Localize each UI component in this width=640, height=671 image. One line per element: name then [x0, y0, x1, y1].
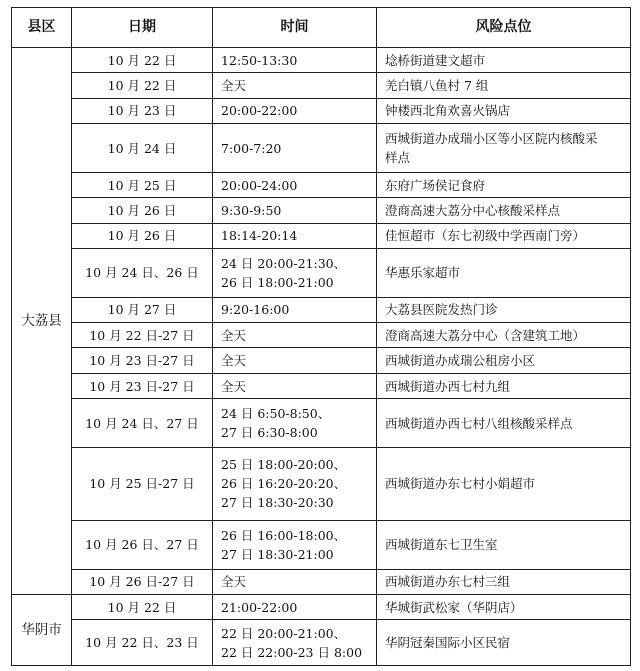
date-cell: 10 月 25 日-27 日	[72, 447, 213, 520]
header-time: 时间	[213, 8, 377, 48]
table-row	[12, 520, 631, 569]
location-cell	[377, 98, 631, 123]
location-cell	[377, 569, 631, 594]
table-row	[12, 348, 631, 373]
time-line: 26 日 16:20-20:20、	[221, 476, 347, 492]
location-line: 西城街道办西七村九组	[385, 378, 511, 394]
location-cell	[377, 620, 631, 666]
table-row	[12, 569, 631, 594]
table-row	[12, 323, 631, 348]
location-cell	[377, 223, 631, 248]
location-cell	[377, 373, 631, 398]
header-location: 风险点位	[377, 8, 631, 48]
table-row	[12, 223, 631, 248]
time-cell	[213, 98, 377, 123]
time-line: 24 日 20:00-21:30、	[221, 255, 347, 271]
county-cell: 华阴市	[12, 595, 72, 666]
table-row	[12, 198, 631, 223]
date-cell: 10 月 22 日、23 日	[72, 620, 213, 666]
location-line: 西城街道办成瑞小区等小区院内核酸采	[385, 131, 598, 146]
time-cell	[213, 373, 377, 398]
time-line: 27 日 6:30-8:00	[221, 425, 318, 441]
table-row	[12, 73, 631, 98]
location-cell	[377, 520, 631, 569]
time-cell	[213, 172, 377, 197]
table-row	[12, 373, 631, 398]
time-line: 18:14-20:14	[221, 228, 298, 244]
location-line: 大荔县医院发热门诊	[385, 302, 498, 318]
date-cell: 10 月 22 日	[72, 48, 213, 73]
location-cell	[377, 124, 631, 173]
table-row	[12, 249, 631, 298]
time-line: 26 日 18:00-21:00	[221, 274, 334, 290]
time-line: 12:50-13:30	[221, 52, 298, 68]
table-row	[12, 447, 631, 520]
location-line: 华惠乐家超市	[385, 265, 461, 281]
location-line: 华城街武松家（华阴店）	[385, 599, 523, 615]
table-row	[12, 124, 631, 173]
date-cell: 10 月 23 日-27 日	[72, 373, 213, 398]
date-cell: 10 月 24 日	[72, 124, 213, 173]
time-cell	[213, 73, 377, 98]
location-line: 西城街道办西七村八组核酸采样点	[385, 415, 573, 431]
location-cell	[377, 595, 631, 620]
time-line: 27 日 18:30-21:00	[221, 546, 334, 562]
time-line: 20:00-22:00	[221, 103, 298, 119]
location-line: 佳恒超市（东七初级中学西南门旁）	[385, 228, 586, 244]
time-line: 全天	[221, 78, 247, 94]
table-row	[12, 297, 631, 322]
date-cell: 10 月 22 日	[72, 73, 213, 98]
county-cell: 大荔县	[12, 48, 72, 595]
time-cell	[213, 323, 377, 348]
location-line: 西城街道办成瑞公租房小区	[385, 353, 536, 369]
time-cell	[213, 48, 377, 73]
time-line: 9:20-16:00	[221, 302, 290, 318]
date-cell: 10 月 26 日	[72, 198, 213, 223]
location-cell	[377, 73, 631, 98]
location-cell	[377, 348, 631, 373]
time-line: 21:00-22:00	[221, 599, 298, 615]
time-line: 22 日 22:00-23 日 8:00	[221, 644, 363, 660]
date-cell: 10 月 25 日	[72, 172, 213, 197]
time-line: 全天	[221, 327, 247, 343]
header-county: 县区	[12, 8, 72, 48]
time-cell	[213, 399, 377, 448]
location-line: 东府广场侯记食府	[385, 177, 486, 193]
location-cell	[377, 48, 631, 73]
time-line: 全天	[221, 378, 247, 394]
location-line: 澄商高速大荔分中心核酸采样点	[385, 202, 561, 218]
location-line: 华阴冠秦国际小区民宿	[385, 635, 511, 651]
date-cell: 10 月 23 日-27 日	[72, 348, 213, 373]
time-cell	[213, 520, 377, 569]
time-line: 全天	[221, 574, 247, 590]
table-body	[12, 48, 631, 666]
time-cell	[213, 569, 377, 594]
time-line: 7:00-7:20	[221, 140, 282, 156]
location-cell	[377, 447, 631, 520]
time-line: 25 日 18:00-20:00、	[221, 457, 347, 473]
time-cell	[213, 447, 377, 520]
time-line: 27 日 18:30-20:30	[221, 495, 334, 511]
time-cell	[213, 595, 377, 620]
time-cell	[213, 124, 377, 173]
table-row	[12, 98, 631, 123]
table-row	[12, 595, 631, 620]
risk-table	[11, 7, 631, 666]
time-cell	[213, 249, 377, 298]
time-cell	[213, 297, 377, 322]
time-line: 24 日 6:50-8:50、	[221, 406, 331, 422]
table-row	[12, 620, 631, 666]
location-cell	[377, 249, 631, 298]
table-row	[12, 399, 631, 448]
location-cell	[377, 297, 631, 322]
time-cell	[213, 198, 377, 223]
time-line: 22 日 20:00-21:00、	[221, 625, 347, 641]
time-line: 9:30-9:50	[221, 202, 282, 218]
location-line: 埝桥街道建文超市	[385, 52, 486, 68]
time-cell	[213, 223, 377, 248]
date-cell: 10 月 26 日、27 日	[72, 520, 213, 569]
date-cell: 10 月 24 日、26 日	[72, 249, 213, 298]
location-line: 样点	[385, 150, 411, 165]
location-line: 西城街道东七卫生室	[385, 537, 498, 553]
location-cell	[377, 323, 631, 348]
date-cell: 10 月 24 日、27 日	[72, 399, 213, 448]
location-line: 钟楼西北角欢喜火锅店	[385, 103, 511, 119]
location-line: 西城街道办东七村小娟超市	[385, 476, 536, 492]
date-cell: 10 月 26 日	[72, 223, 213, 248]
location-cell	[377, 172, 631, 197]
header-date: 日期	[72, 8, 213, 48]
date-cell: 10 月 22 日-27 日	[72, 323, 213, 348]
time-line: 20:00-24:00	[221, 177, 298, 193]
header-row	[12, 8, 631, 48]
date-cell: 10 月 26 日-27 日	[72, 569, 213, 594]
location-line: 羌白镇八鱼村 7 组	[385, 78, 489, 94]
location-line: 澄商高速大荔分中心（含建筑工地）	[385, 327, 586, 343]
time-line: 26 日 16:00-18:00、	[221, 527, 347, 543]
table-row	[12, 172, 631, 197]
table-row	[12, 48, 631, 73]
date-cell: 10 月 23 日	[72, 98, 213, 123]
date-cell: 10 月 22 日	[72, 595, 213, 620]
location-cell	[377, 399, 631, 448]
location-line: 西城街道办东七村三组	[385, 574, 511, 590]
time-cell	[213, 348, 377, 373]
time-line: 全天	[221, 353, 247, 369]
location-cell	[377, 198, 631, 223]
time-cell	[213, 620, 377, 666]
date-cell: 10 月 27 日	[72, 297, 213, 322]
